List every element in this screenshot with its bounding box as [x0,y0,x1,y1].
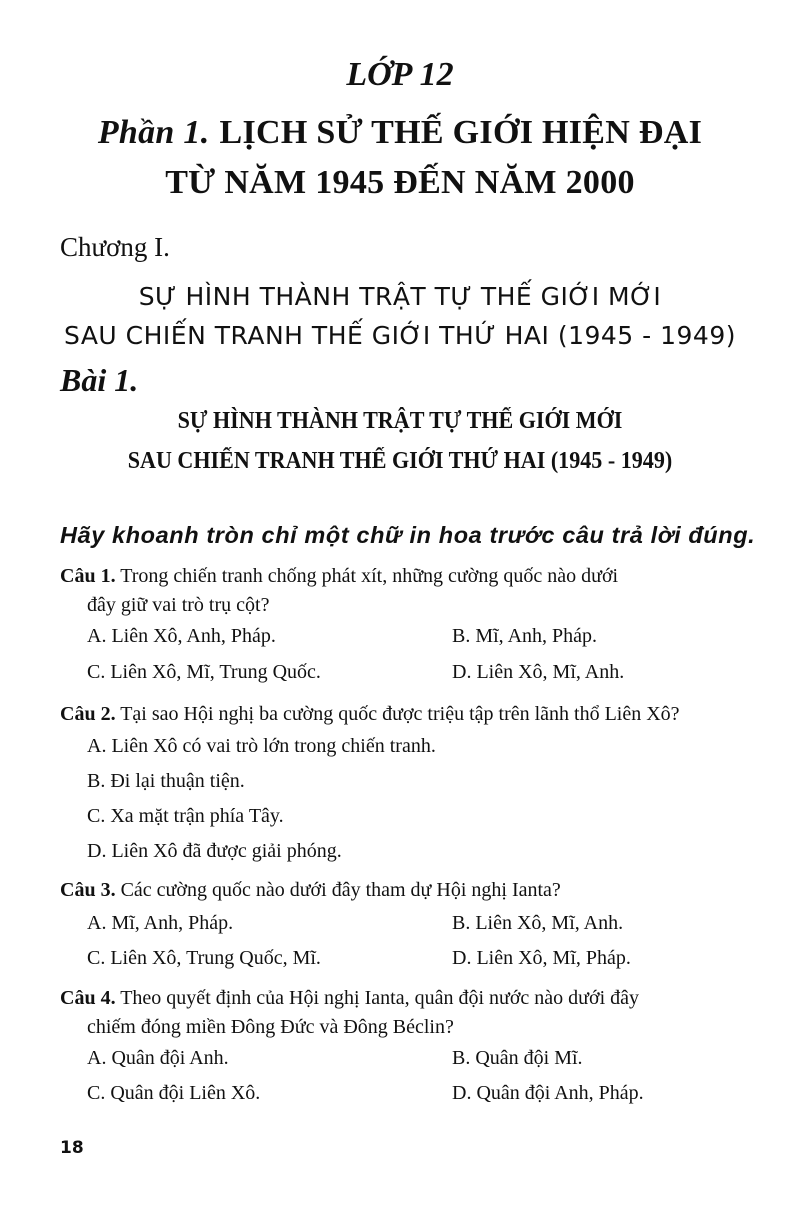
lesson-title-line1: SỰ HÌNH THÀNH TRẬT TỰ THẾ GIỚI MỚI [177,408,623,434]
question-1-option-a: A. Liên Xô, Anh, Pháp. [87,625,276,647]
question-2-text-line1: Tại sao Hội nghị ba cường quốc được triệu tập trên lãnh thổ Liên Xô? [115,703,680,725]
question-4 [60,984,760,1042]
question-2 [60,700,760,729]
part-title-line1: LỊCH SỬ THẾ GIỚI HIỆN ĐẠI [219,114,703,151]
question-1-option-c: C. Liên Xô, Mĩ, Trung Quốc. [87,661,321,683]
chapter-label: Chương I. [60,232,170,262]
part-title-line2: TỪ NĂM 1945 ĐẾN NĂM 2000 [165,164,635,201]
question-2-option-a: A. Liên Xô có vai trò lớn trong chiến tranh. [87,735,436,757]
chapter-title-line2: SAU CHIẾN TRANH THẾ GIỚI THỨ HAI (1945 - 1949) [64,321,736,350]
question-3-option-c: C. Liên Xô, Trung Quốc, Mĩ. [87,947,321,969]
question-3-number: Câu 3. [60,879,116,901]
question-2-option-c: C. Xa mặt trận phía Tây. [87,805,284,827]
question-1-option-b: B. Mĩ, Anh, Pháp. [452,625,598,647]
question-1-text-line1: Trong chiến tranh chống phát xít, những cường quốc nào dưới [115,565,619,587]
question-4-text-line2: chiếm đóng miền Đông Đức và Đông Béclin? [87,1016,454,1038]
lesson-title-line2: SAU CHIẾN TRANH THẾ GIỚI THỨ HAI (1945 - 1949) [127,448,673,474]
question-2-number: Câu 2. [60,703,116,725]
question-2-option-b: B. Đi lại thuận tiện. [87,770,245,792]
part-heading [0,114,800,152]
question-4-option-d: D. Quân đội Anh, Pháp. [452,1082,644,1104]
question-4-option-b: B. Quân đội Mĩ. [452,1047,583,1069]
question-1 [60,562,760,620]
instruction: Hãy khoanh tròn chỉ một chữ in hoa trước câu trả lời đúng. [60,522,756,548]
question-4-number: Câu 4. [60,987,116,1009]
grade-heading: LỚP 12 [346,56,454,93]
part-label: Phần 1. [97,114,210,151]
page-number: 18 [60,1138,84,1158]
question-4-option-c: C. Quân đội Liên Xô. [87,1082,261,1104]
question-1-text-line2: đây giữ vai trò trụ cột? [87,594,270,616]
question-1-number: Câu 1. [60,565,116,587]
question-3 [60,876,760,905]
lesson-label: Bài 1. [60,362,139,398]
question-3-option-b: B. Liên Xô, Mĩ, Anh. [452,912,624,934]
question-3-option-a: A. Mĩ, Anh, Pháp. [87,912,234,934]
question-4-option-a: A. Quân đội Anh. [87,1047,229,1069]
question-2-option-d: D. Liên Xô đã được giải phóng. [87,840,342,862]
question-3-text-line1: Các cường quốc nào dưới đây tham dự Hội nghị Ianta? [115,879,561,901]
question-1-option-d: D. Liên Xô, Mĩ, Anh. [452,661,625,683]
question-3-option-d: D. Liên Xô, Mĩ, Pháp. [452,947,631,969]
question-4-text-line1: Theo quyết định của Hội nghị Ianta, quân đội nước nào dưới đây [115,987,640,1009]
chapter-title-line1: SỰ HÌNH THÀNH TRẬT TỰ THẾ GIỚI MỚI [138,282,662,311]
